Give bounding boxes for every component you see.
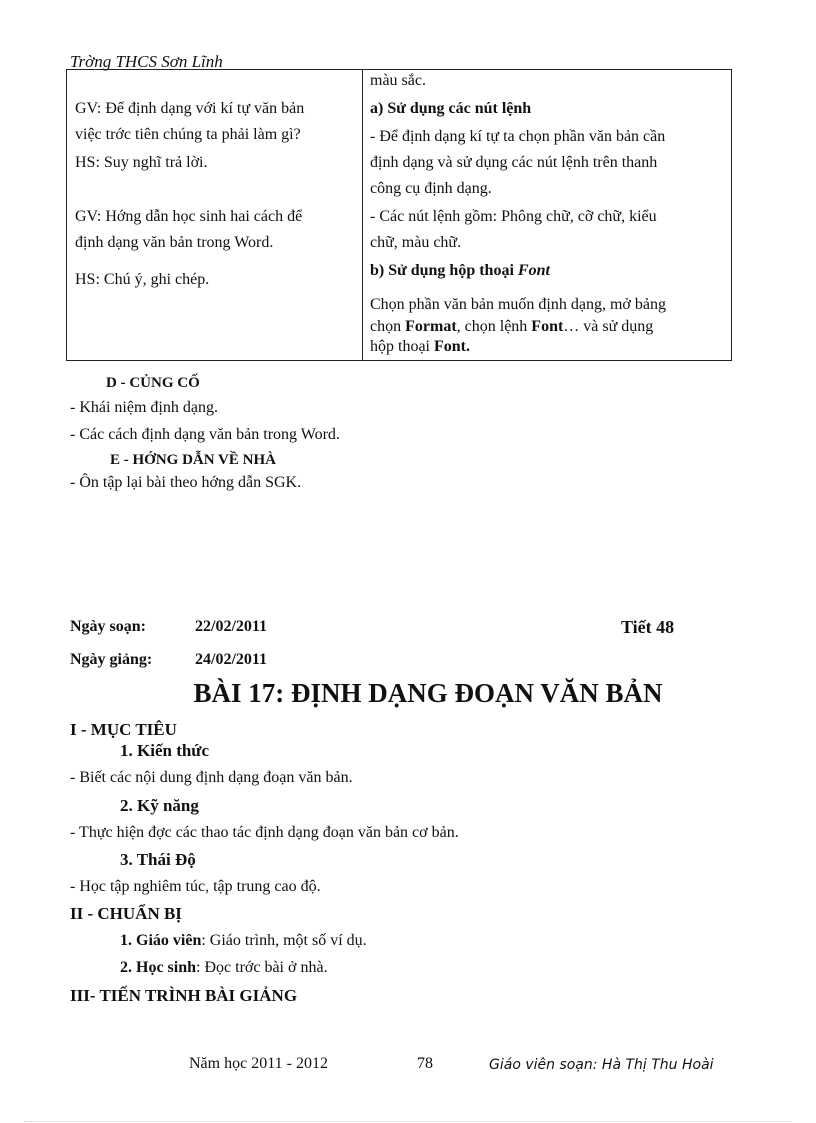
period-number: Tiết 48	[621, 617, 675, 637]
right-cell-line: chọn Format, chọn lệnh Font… và sử dụng	[370, 318, 654, 335]
right-cell-line: màu sắc.	[370, 72, 426, 89]
right-cell-line: định dạng và sử dụng các nút lệnh trên thanh	[370, 154, 658, 171]
lesson-title: BÀI 17: ĐỊNH DẠNG ĐOẠN VĂN BẢN	[193, 678, 663, 708]
right-cell-line: - Các nút lệnh gồm: Phông chữ, cỡ chữ, kiểu	[370, 208, 657, 225]
left-cell-line: HS: Suy nghĩ trả lời.	[75, 154, 208, 171]
right-cell-line: Chọn phần văn bản muốn định dạng, mở bảng	[370, 296, 666, 313]
section-heading: I - MỤC TIÊU	[70, 720, 177, 739]
subsection-heading: 2. Kỹ năng	[120, 796, 199, 815]
list-item: - Học tập nghiêm túc, tập trung cao độ.	[70, 878, 321, 895]
footer-author: Giáo viên soạn: Hà Thị Thu Hoài	[489, 1057, 714, 1073]
prep-date-label: Ngày soạn:	[70, 618, 147, 635]
page-bottom-rule	[24, 1121, 792, 1122]
teach-date-label: Ngày giảng:	[70, 651, 153, 668]
left-cell-line: định dạng văn bản trong Word.	[75, 234, 274, 251]
prep-teacher: 1. Giáo viên: Giáo trình, một số ví dụ.	[120, 932, 367, 949]
subheading-b: b) Sử dụng hộp thoại Font	[370, 262, 550, 279]
subsection-heading: 3. Thái Độ	[120, 850, 196, 869]
list-item: - Các cách định dạng văn bản trong Word.	[70, 426, 340, 443]
list-item: - Ôn tập lại bài theo hớng dẫn SGK.	[70, 474, 302, 491]
lesson-table	[66, 69, 732, 361]
list-item: - Biết các nội dung định dạng đoạn văn bản.	[70, 769, 353, 786]
subheading-a: a) Sử dụng các nút lệnh	[370, 100, 532, 117]
left-cell-line: GV: Để định dạng với kí tự văn bản	[75, 100, 305, 117]
subsection-heading: 1. Kiến thức	[120, 741, 210, 760]
right-cell-line: - Để định dạng kí tự ta chọn phần văn bản cần	[370, 128, 666, 145]
right-cell-line: hộp thoại Font.	[370, 338, 470, 355]
left-cell-line: việc trớc tiên chúng ta phải làm gì?	[75, 126, 301, 143]
section-heading: III- TIẾN TRÌNH BÀI GIẢNG	[70, 986, 298, 1005]
table-divider	[362, 70, 363, 360]
footer-year: Năm học 2011 - 2012	[189, 1055, 328, 1072]
left-cell-line: GV: Hớng dẫn học sinh hai cách để	[75, 208, 303, 225]
prep-date: 22/02/2011	[195, 618, 268, 635]
right-cell-line: công cụ định dạng.	[370, 180, 492, 197]
section-heading-huong-dan: E - HỚNG DẪN VỀ NHÀ	[110, 452, 276, 468]
right-cell-line: chữ, màu chữ.	[370, 234, 462, 251]
list-item: - Thực hiện đợc các thao tác định dạng đoạn văn bản cơ bản.	[70, 824, 459, 841]
section-heading-cung-co: D - CỦNG CỐ	[106, 375, 200, 391]
school-header: Trờng THCS Sơn Lĩnh	[70, 52, 223, 71]
section-heading: II - CHUẨN BỊ	[70, 904, 182, 923]
teach-date: 24/02/2011	[195, 651, 268, 668]
left-cell-line: HS: Chú ý, ghi chép.	[75, 271, 210, 288]
list-item: - Khái niệm định dạng.	[70, 399, 218, 416]
prep-student: 2. Học sinh: Đọc trớc bài ở nhà.	[120, 959, 328, 976]
page-number: 78	[417, 1055, 433, 1072]
